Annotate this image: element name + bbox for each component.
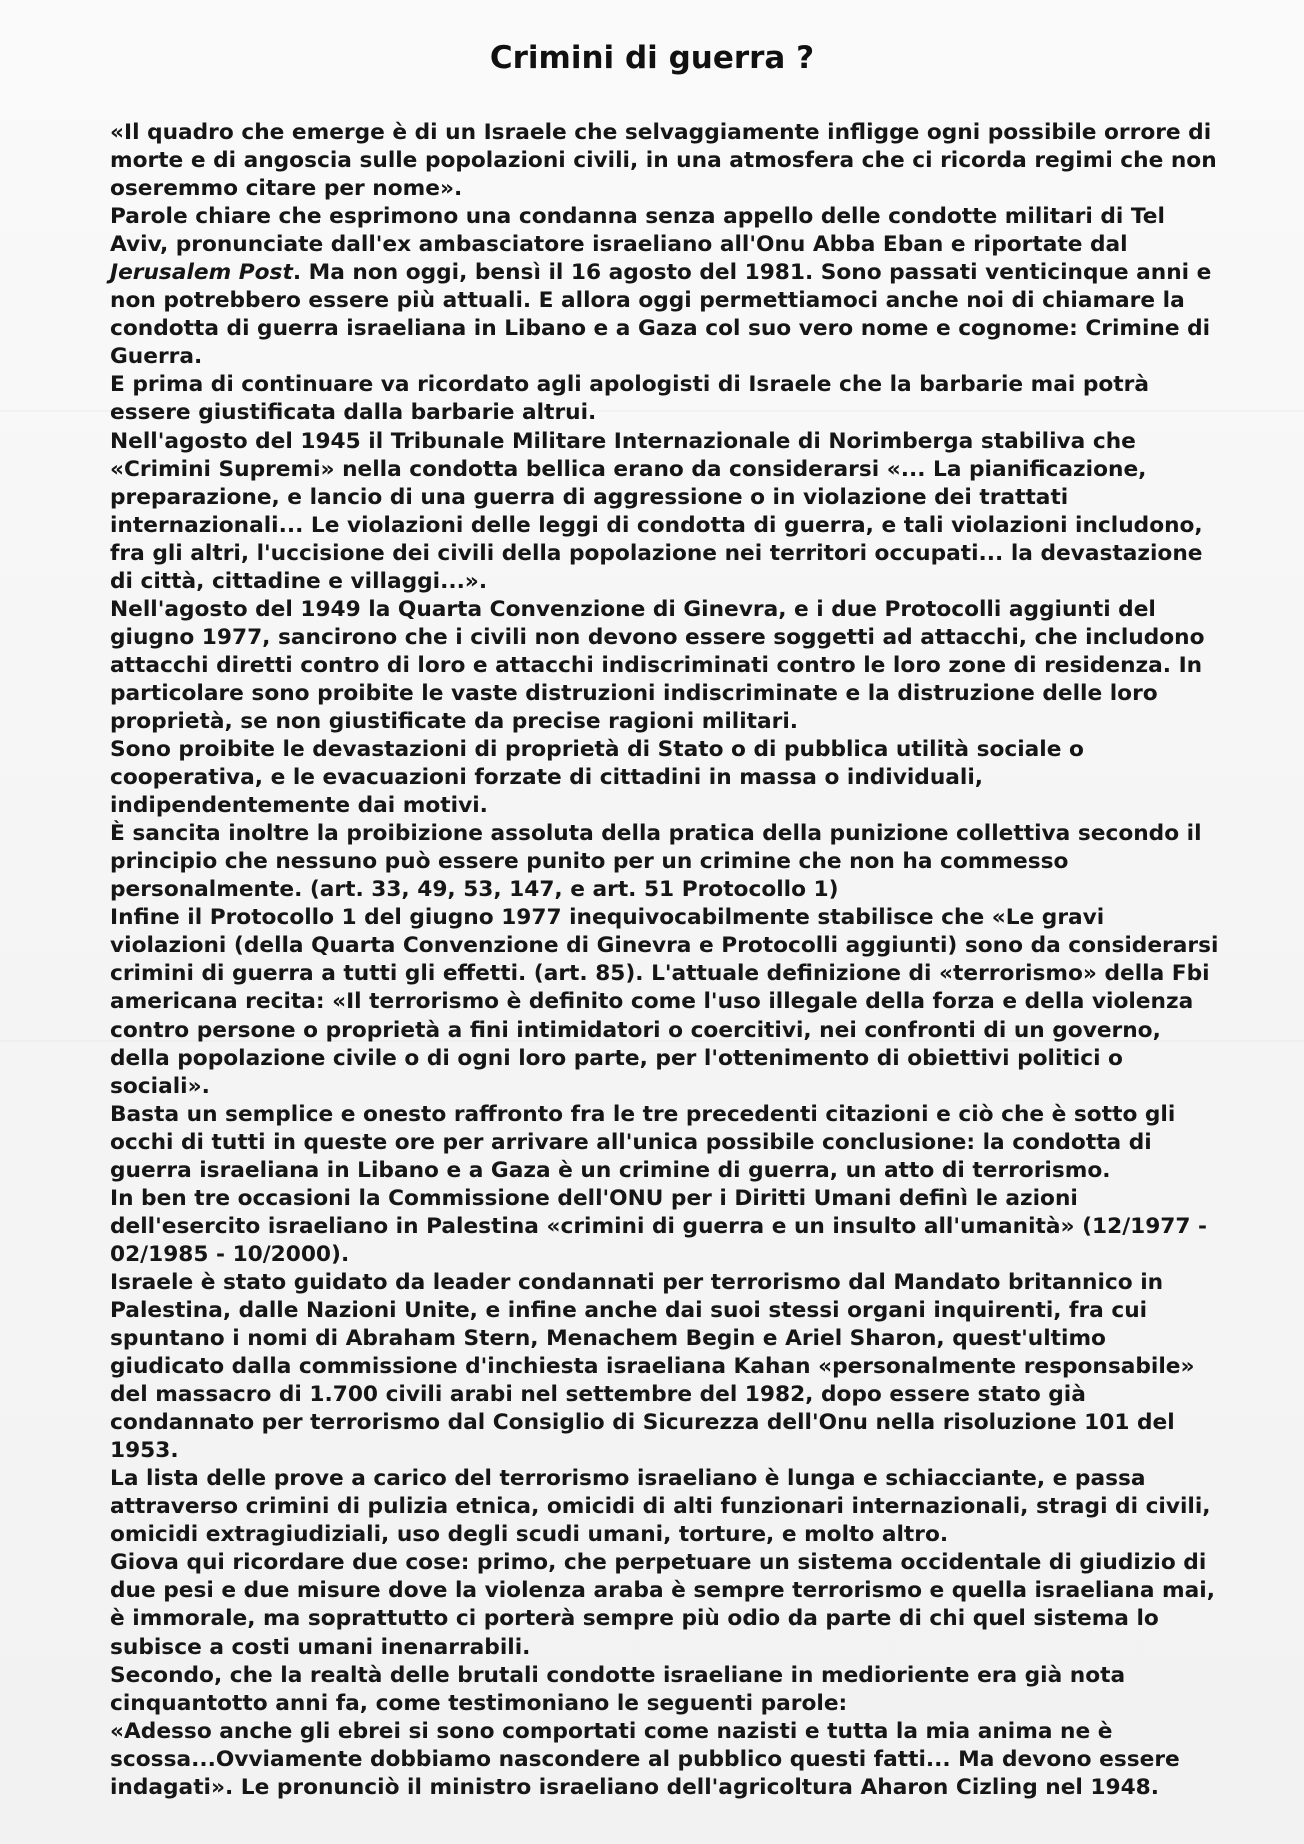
- paragraph-prove: La lista delle prove a carico del terrorismo israeliano è lunga e schiacciante, e passa attraverso crimini di pulizia etnica, omicidi di alti funzionari internazionali, stragi di civili, omicidi extragiudiziali, uso degli scudi umani, torture, e molto altro.: [110, 1466, 1211, 1548]
- paragraph-raffronto: Basta un semplice e onesto raffronto fra le tre precedenti citazioni e ciò che è sotto gli occhi di tutti in queste ore per arrivare all'unica possibile conclusione: la condotta di guerra israeliana in Libano e a Gaza è un crimine di guerra, un atto di terrorismo.: [110, 1101, 1176, 1183]
- paragraph-secondo: Secondo, che la realtà delle brutali condotte israeliane in medioriente era già nota cinquantotto anni fa, come testimoniano le seguenti parole:: [110, 1662, 1126, 1716]
- paragraph-eban-source-start: Parole chiare che esprimono una condanna senza appello delle condotte militari di Tel Aviv, pronunciate dall'ex ambasciatore israeliano all'Onu Abba Eban e riportate dal: [110, 204, 1165, 258]
- article-body: [110, 119, 1225, 1802]
- paragraph-quote-cizling: «Adesso anche gli ebrei si sono comportati come nazisti e tutta la mia anima ne è scossa...Ovviamente dobbiamo nascondere al pubblico questi fatti... Ma devono essere indagati». Le pronunciò il ministro israeliano dell'agricoltura Aharon Cizling nel 1948.: [110, 1718, 1180, 1800]
- paragraph-leader: Israele è stato guidato da leader condannati per terrorismo dal Mandato britannico in Palestina, dalle Nazioni Unite, e infine anche dai suoi stessi organi inquirenti, fra cui spuntano i nomi di Abraham Stern, Menachem Begin e Ariel Sharon, quest'ultimo giudicato dalla commissione d'inchiesta israeliana Kahan «personalmente responsabile» del massacro di 1.700 civili arabi nel settembre del 1982, dopo essere stato già condannato per terrorismo dal Consiglio di Sicurezza dell'Onu nella risoluzione 101 del 1953.: [110, 1269, 1195, 1464]
- paragraph-onu: In ben tre occasioni la Commissione dell'ONU per i Diritti Umani definì le azioni dell'esercito israeliano in Palestina «crimini di guerra e un insulto all'umanità» (12/1977 - 02/1985 - 10/2000).: [110, 1185, 1208, 1267]
- paragraph-ginevra: Nell'agosto del 1949 la Quarta Convenzione di Ginevra, e i due Protocolli aggiunti del giugno 1977, sancirono che i civili non devono essere soggetti ad attacchi, che includono attacchi diretti contro di loro e attacchi indiscriminati contro le loro zone di residenza. In particolare sono proibite le vaste distruzioni indiscriminate e la distruzione delle loro proprietà, se non giustificate da precise ragioni militari.: [110, 596, 1205, 734]
- paragraph-norimberga: Nell'agosto del 1945 il Tribunale Militare Internazionale di Norimberga stabiliva che «Crimini Supremi» nella condotta bellica erano da considerarsi «... La pianificazione, preparazione, e lancio di una guerra di aggressione o in violazione dei trattati internazionali... Le violazioni delle leggi di condotta di guerra, e tali violazioni includono, fra gli altri, l'uccisione dei civili della popolazione nei territori occupati... la devastazione di città, cittadine e villaggi...».: [110, 428, 1203, 594]
- paragraph-punizione-collettiva: È sancita inoltre la proibizione assoluta della pratica della punizione collettiva secondo il principio che nessuno può essere punito per un crimine che non ha commesso personalmente. (art. 33, 49, 53, 147, e art. 51 Protocollo 1): [110, 821, 1202, 903]
- paragraph-eban-source: [110, 203, 1225, 371]
- paragraph-giova: Giova qui ricordare due cose: primo, che perpetuare un sistema occidentale di giudizio di due pesi e due misure dove la violenza araba è sempre terrorismo e quella israeliana mai, è immorale, ma soprattutto ci porterà sempre più odio da parte di chi quel sistema lo subisce a costi umani inenarrabili.: [110, 1550, 1215, 1660]
- paragraph-barbarie: E prima di continuare va ricordato agli apologisti di Israele che la barbarie mai potrà essere giustificata dalla barbarie altrui.: [110, 372, 1149, 426]
- paragraph-protocollo-fbi: Infine il Protocollo 1 del giugno 1977 inequivocabilmente stabilisce che «Le gravi violazioni (della Quarta Convenzione di Ginevra e Protocolli aggiunti) sono da considerarsi crimini di guerra a tutti gli effetti. (art. 85). L'attuale definizione di «terrorismo» della Fbi americana recita: «Il terrorismo è definito come l'uso illegale della forza e della violenza contro persone o proprietà a fini intimidatori o coercitivi, nei confronti di un governo, della popolazione civile o di ogni loro parte, per l'ottenimento di obiettivi politici o sociali».: [110, 905, 1219, 1099]
- newspaper-name: Jerusalem Post: [110, 260, 293, 286]
- paragraph-eban-source-end: . Ma non oggi, bensì il 16 agosto del 1981. Sono passati venticinque anni e non potrebbero essere più attuali. E allora oggi permettiamoci anche noi di chiamare la condotta di guerra israeliana in Libano e a Gaza col suo vero nome e cognome: Crimine di Guerra.: [110, 260, 1212, 370]
- page-title: Crimini di guerra ?: [489, 40, 815, 76]
- paragraph-quote-eban: «Il quadro che emerge è di un Israele che selvaggiamente infligge ogni possibile orrore di morte e di angoscia sulle popolazioni civili, in una atmosfera che ci ricorda regimi che non oseremmo citare per nome».: [110, 120, 1217, 202]
- paragraph-devastazioni: Sono proibite le devastazioni di proprietà di Stato o di pubblica utilità sociale o cooperativa, e le evacuazioni forzate di cittadini in massa o individuali, indipendentemente dai motivi.: [110, 737, 1084, 819]
